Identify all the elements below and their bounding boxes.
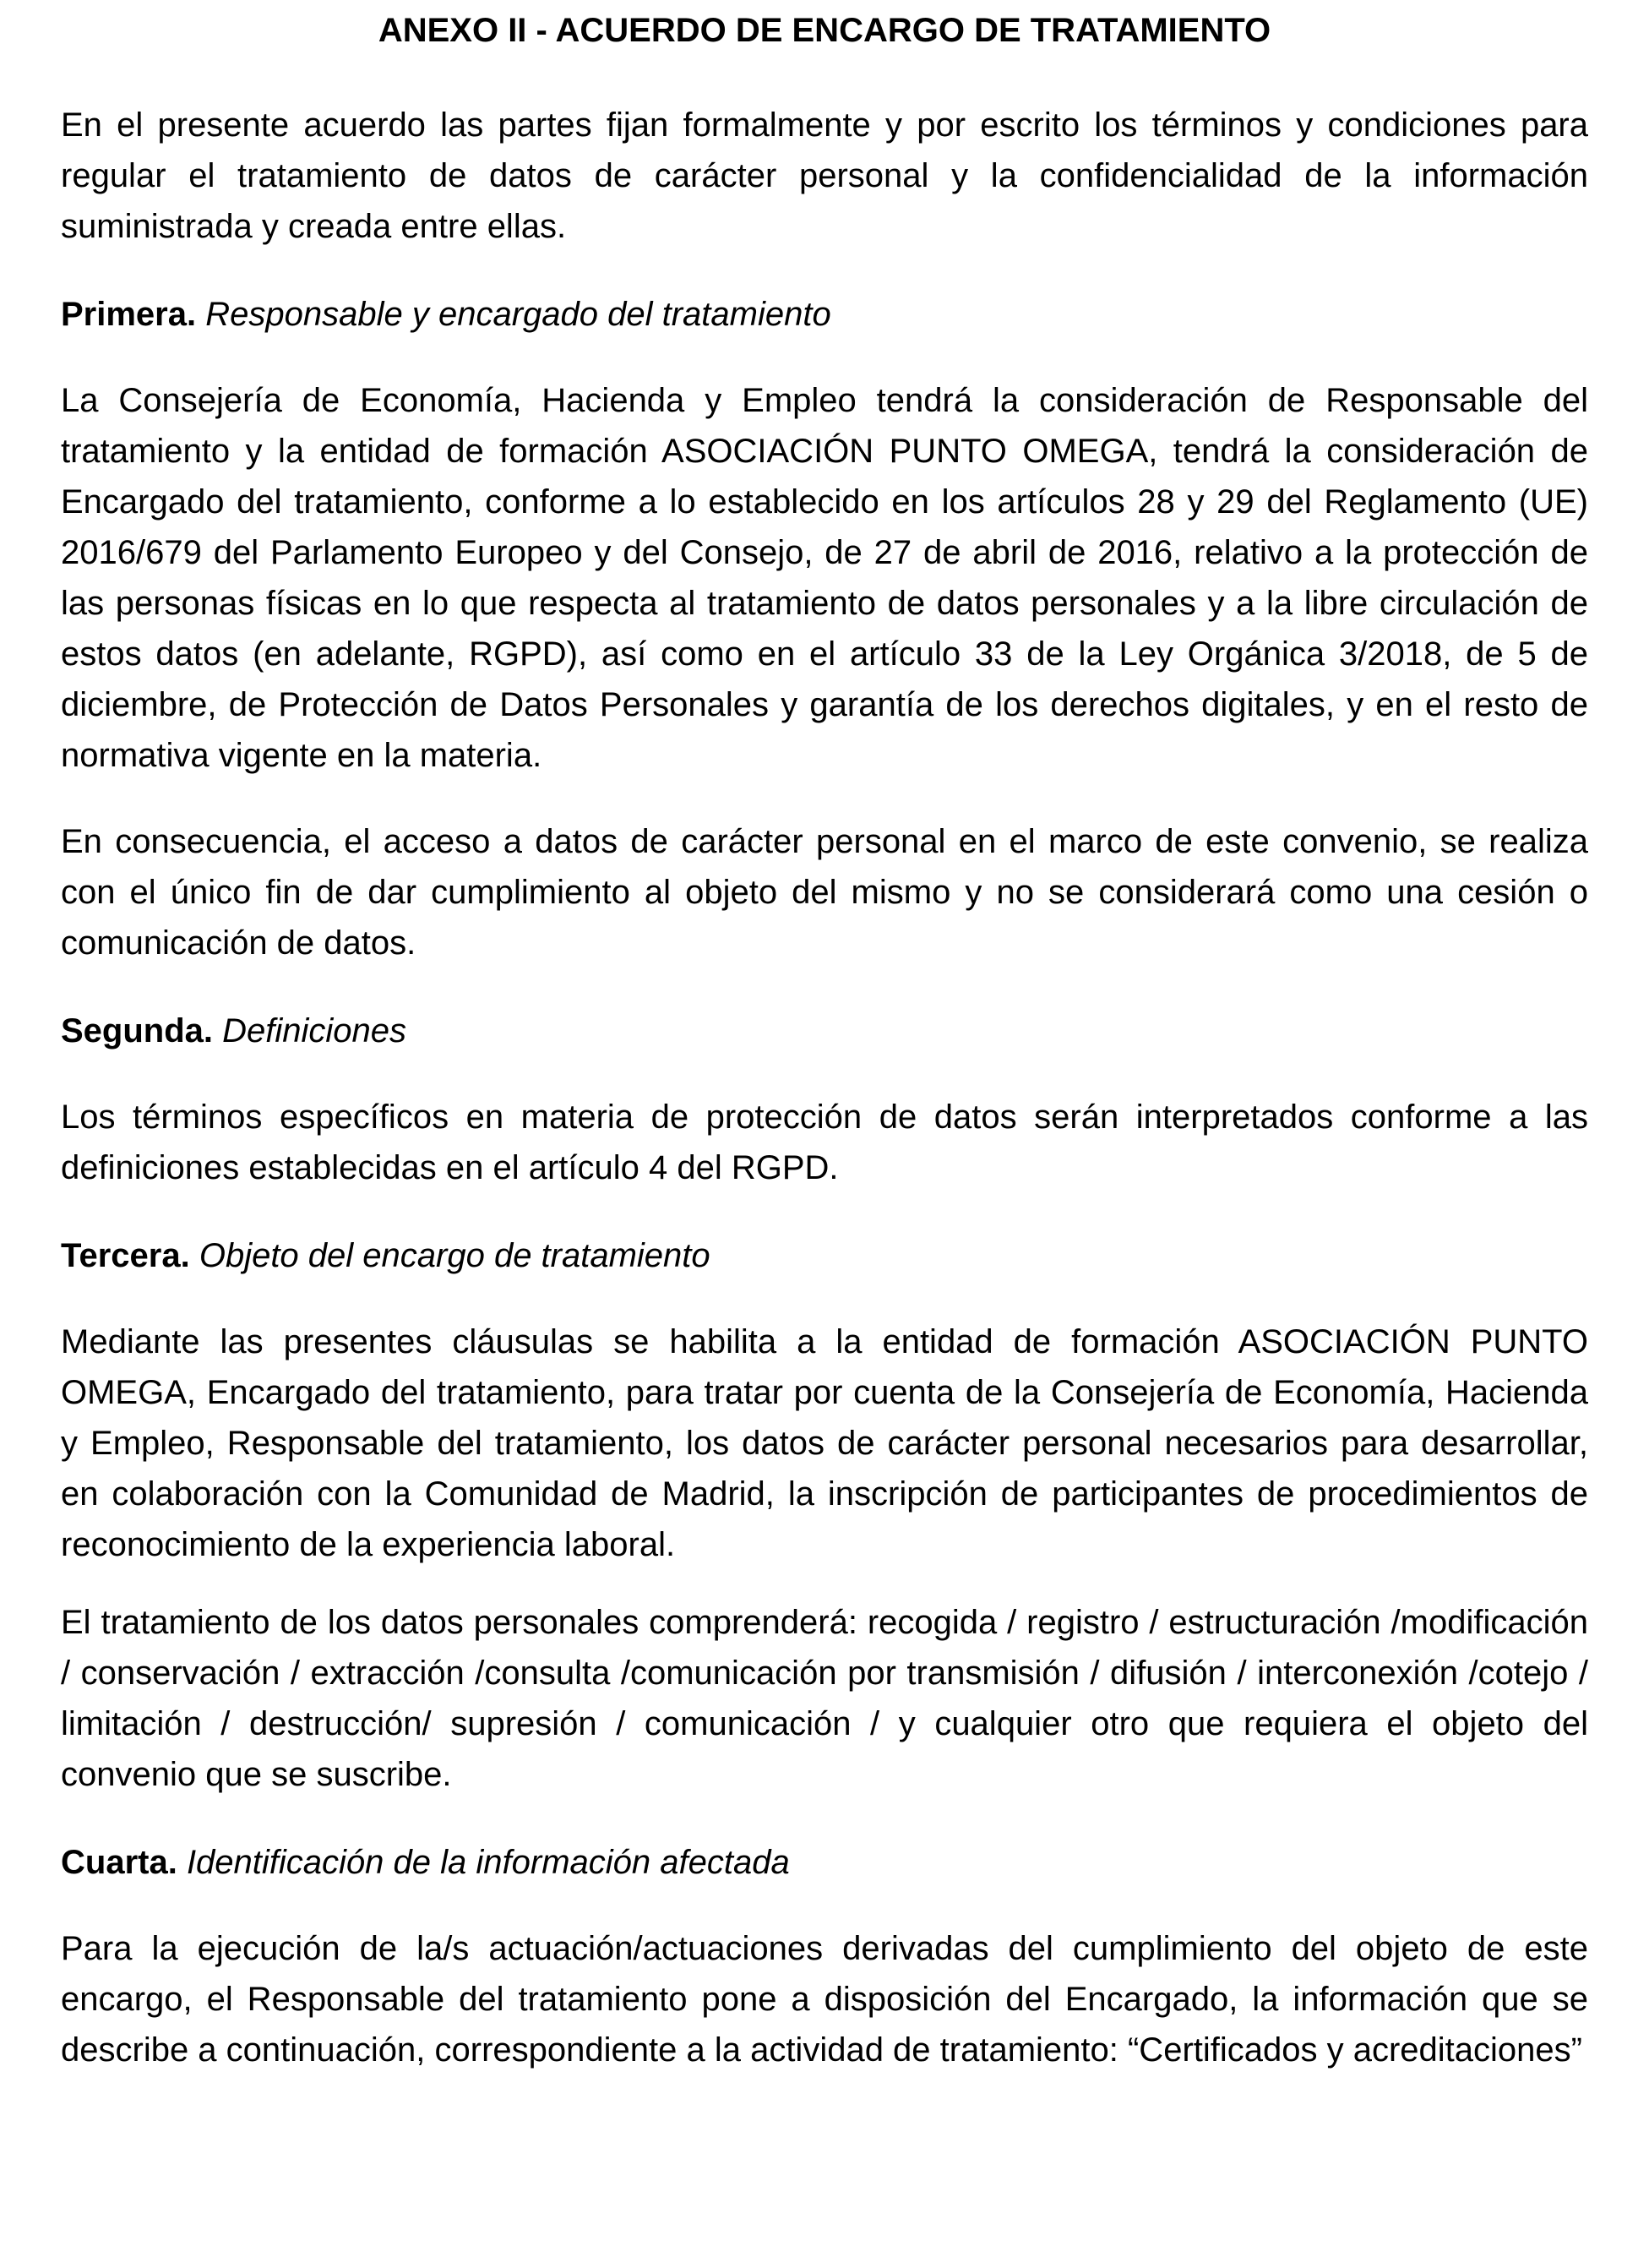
document-title: ANEXO II - ACUERDO DE ENCARGO DE TRATAMIENTO xyxy=(378,12,1271,49)
section-paragraph: El tratamiento de los datos personales comprenderá: recogida / registro / estructuración /modificación / conservación / extracción /consulta /comunicación por transmisión / difusión / interconexión /cotejo / limitación / destrucción/ supresión / comunicación / y cualquier otro que requiera el objeto del convenio que se suscribe. xyxy=(61,1604,1588,1793)
section-title: Objeto del encargo de tratamiento xyxy=(199,1237,710,1274)
section-title: Definiciones xyxy=(222,1012,407,1049)
section-paragraph: Mediante las presentes cláusulas se habilita a la entidad de formación ASOCIACIÓN PUNTO OMEGA, Encargado del tratamiento, para tratar por cuenta de la Consejería de Economía, Hacienda y Empleo, Responsable del tratamiento, los datos de carácter personal necesarios para desarrollar, en colaboración con la Comunidad de Madrid, la inscripción de participantes de procedimientos de reconocimiento de la experiencia laboral. xyxy=(61,1323,1588,1563)
section-label: Segunda. xyxy=(61,1012,214,1049)
section-heading-cuarta xyxy=(61,1837,1588,1888)
section-paragraph: Los términos específicos en materia de protección de datos serán interpretados conforme a las definiciones establecidas en el artículo 4 del RGPD. xyxy=(61,1099,1588,1186)
intro-paragraph: En el presente acuerdo las partes fijan formalmente y por escrito los términos y condiciones para regular el tratamiento de datos de carácter personal y la confidencialidad de la información suministrada y creada entre ellas. xyxy=(61,106,1588,245)
section-title: Responsable y encargado del tratamiento xyxy=(205,296,831,333)
section-label: Cuarta. xyxy=(61,1844,177,1881)
section-heading-tercera xyxy=(61,1230,1588,1281)
section-paragraph: En consecuencia, el acceso a datos de carácter personal en el marco de este convenio, se realiza con el único fin de dar cumplimiento al objeto del mismo y no se considerará como una cesión o comunicación de datos. xyxy=(61,823,1588,962)
section-paragraph: La Consejería de Economía, Hacienda y Empleo tendrá la consideración de Responsable del tratamiento y la entidad de formación ASOCIACIÓN PUNTO OMEGA, tendrá la consideración de Encargado del tratamiento, conforme a lo establecido en los artículos 28 y 29 del Reglamento (UE) 2016/679 del Parlamento Europeo y del Consejo, de 27 de abril de 2016, relativo a la protección de las personas físicas en lo que respecta al tratamiento de datos personales y a la libre circulación de estos datos (en adelante, RGPD), así como en el artículo 33 de la Ley Orgánica 3/2018, de 5 de diciembre, de Protección de Datos Personales y garantía de los derechos digitales, y en el resto de normativa vigente en la materia. xyxy=(61,382,1588,774)
section-heading-segunda xyxy=(61,1006,1588,1056)
section-label: Tercera. xyxy=(61,1237,190,1274)
document-page xyxy=(61,0,1588,2075)
section-label: Primera. xyxy=(61,296,197,333)
section-heading-primera xyxy=(61,289,1588,340)
section-title: Identificación de la información afectada xyxy=(186,1844,790,1881)
section-paragraph: Para la ejecución de la/s actuación/actuaciones derivadas del cumplimiento del objeto de este encargo, el Responsable del tratamiento pone a disposición del Encargado, la información que se describe a continuación, correspondiente a la actividad de tratamiento: “Certificados y acreditaciones” xyxy=(61,1930,1588,2069)
